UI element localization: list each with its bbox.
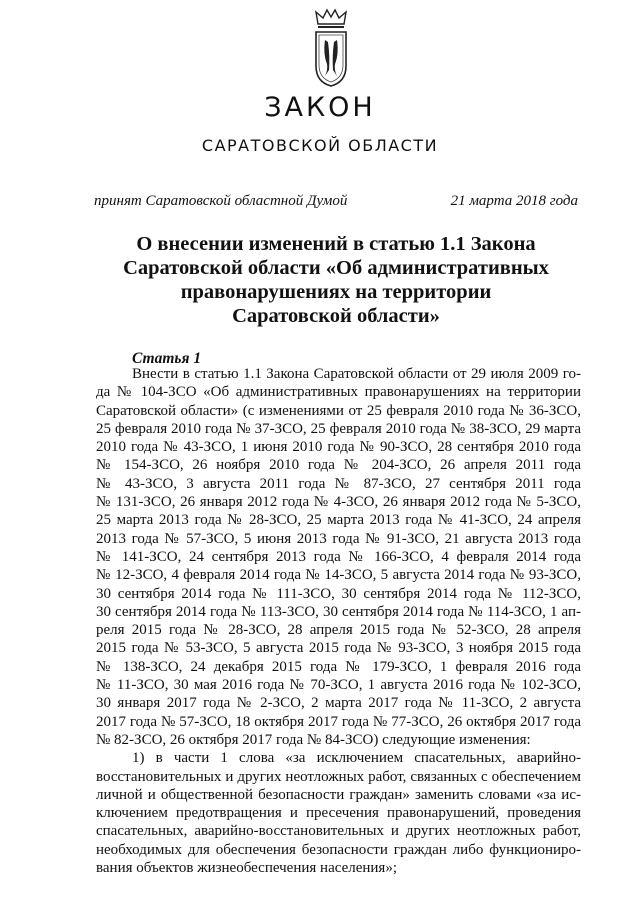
body-line: № 138-ЗСО, 24 декабря 2015 года № 179-ЗСО, 1 февраля 2016 года bbox=[96, 658, 581, 675]
body-line: 2013 года № 57-ЗСО, 5 июня 2013 года № 91-ЗСО, 21 августа 2013 года bbox=[96, 530, 581, 547]
body-line: 30 сентября 2014 года № 113-ЗСО, 30 сентября 2014 года № 114-ЗСО, 1 ап- bbox=[96, 603, 581, 620]
body-line: № 82-ЗСО, 26 октября 2017 года № 84-ЗСО) следующие изменения: bbox=[96, 731, 531, 748]
adopted-by: принят Саратовской областной Думой bbox=[94, 193, 348, 209]
body-line: № 141-ЗСО, 24 сентября 2013 года № 166-ЗСО, 4 февраля 2014 года bbox=[96, 548, 581, 565]
body-line: 30 января 2017 года № 2-ЗСО, 2 марта 2017 года № 11-ЗСО, 2 августа bbox=[96, 695, 581, 712]
body-line: восстановительных и других неотложных работ, связанных с обеспечением bbox=[96, 768, 581, 785]
body-line: реля 2015 года № 28-ЗСО, 28 апреля 2015 года № 52-ЗСО, 28 апреля bbox=[96, 622, 581, 639]
body-line: 2010 года № 43-ЗСО, 1 июня 2010 года № 90-ЗСО, 28 сентября 2010 года bbox=[96, 439, 581, 456]
law-region: САРАТОВСКОЙ ОБЛАСТИ bbox=[201, 136, 439, 155]
body-line: личной и общественной безопасности граждан» заменить словами «за ис- bbox=[96, 786, 581, 803]
document-title-line: правонарушениях на территории bbox=[180, 281, 492, 303]
body-line: необходимых для обеспечения безопасности граждан либо функциониро- bbox=[96, 841, 581, 858]
body-line: № 11-ЗСО, 30 мая 2016 года № 70-ЗСО, 1 августа 2016 года № 102-ЗСО, bbox=[96, 677, 581, 694]
body-line: 30 сентября 2014 года № 111-ЗСО, 30 сентября 2014 года № 112-ЗСО, bbox=[96, 585, 581, 602]
body-line: 25 марта 2013 года № 28-ЗСО, 25 марта 2013 года № 41-ЗСО, 24 апреля bbox=[96, 512, 581, 529]
document-title bbox=[96, 232, 576, 328]
body-line: № 43-ЗСО, 3 августа 2011 года № 87-ЗСО, 27 сентября 2011 года bbox=[96, 475, 581, 492]
article-heading: Статья 1 bbox=[132, 350, 202, 367]
body-line: Саратовской области» (с изменениями от 25 февраля 2010 года № 36-ЗСО, bbox=[96, 402, 581, 419]
body-line: 2015 года № 53-ЗСО, 5 августа 2015 года № 93-ЗСО, 3 ноября 2015 года bbox=[96, 640, 581, 657]
body-line: ключением предотвращения и пресечения правонарушений, проведения bbox=[96, 805, 581, 822]
body-line: № 131-ЗСО, 26 января 2012 года № 4-ЗСО, 26 января 2012 года № 5-ЗСО, bbox=[96, 494, 581, 511]
document-title-line: Саратовской области» bbox=[232, 305, 440, 327]
law-title: ЗАКОН bbox=[264, 92, 376, 123]
body-line: № 154-ЗСО, 26 ноября 2010 года № 204-ЗСО, 26 апреля 2011 года bbox=[96, 457, 581, 474]
body-line: № 12-ЗСО, 4 февраля 2014 года № 14-ЗСО, 5 августа 2014 года № 93-ЗСО, bbox=[96, 567, 581, 584]
document-title-line: Саратовской области «Об административных bbox=[123, 257, 549, 279]
body-line: Внести в статью 1.1 Закона Саратовской области от 29 июля 2009 го- bbox=[132, 366, 581, 382]
body-line: 25 февраля 2010 года № 37-ЗСО, 25 февраля 2010 года № 38-ЗСО, 29 марта bbox=[96, 420, 581, 437]
adopted-date: 21 марта 2018 года bbox=[450, 193, 578, 209]
body-line: 1) в части 1 слова «за исключением спасательных, аварийно- bbox=[132, 750, 581, 767]
body-line: вания объектов жизнеобеспечения населения»; bbox=[96, 860, 397, 877]
document-title-line: О внесении изменений в статью 1.1 Закона bbox=[136, 233, 536, 255]
saratov-coat-of-arms-icon bbox=[312, 8, 350, 88]
body-line: спасательных, аварийно-восстановительных и других неотложных работ, bbox=[96, 823, 581, 840]
article-body bbox=[96, 365, 581, 877]
body-line: 2017 года № 57-ЗСО, 18 октября 2017 года № 77-ЗСО, 26 октября 2017 года bbox=[96, 713, 581, 730]
body-line: да № 104-ЗСО «Об административных правонарушениях на территории bbox=[96, 384, 581, 401]
